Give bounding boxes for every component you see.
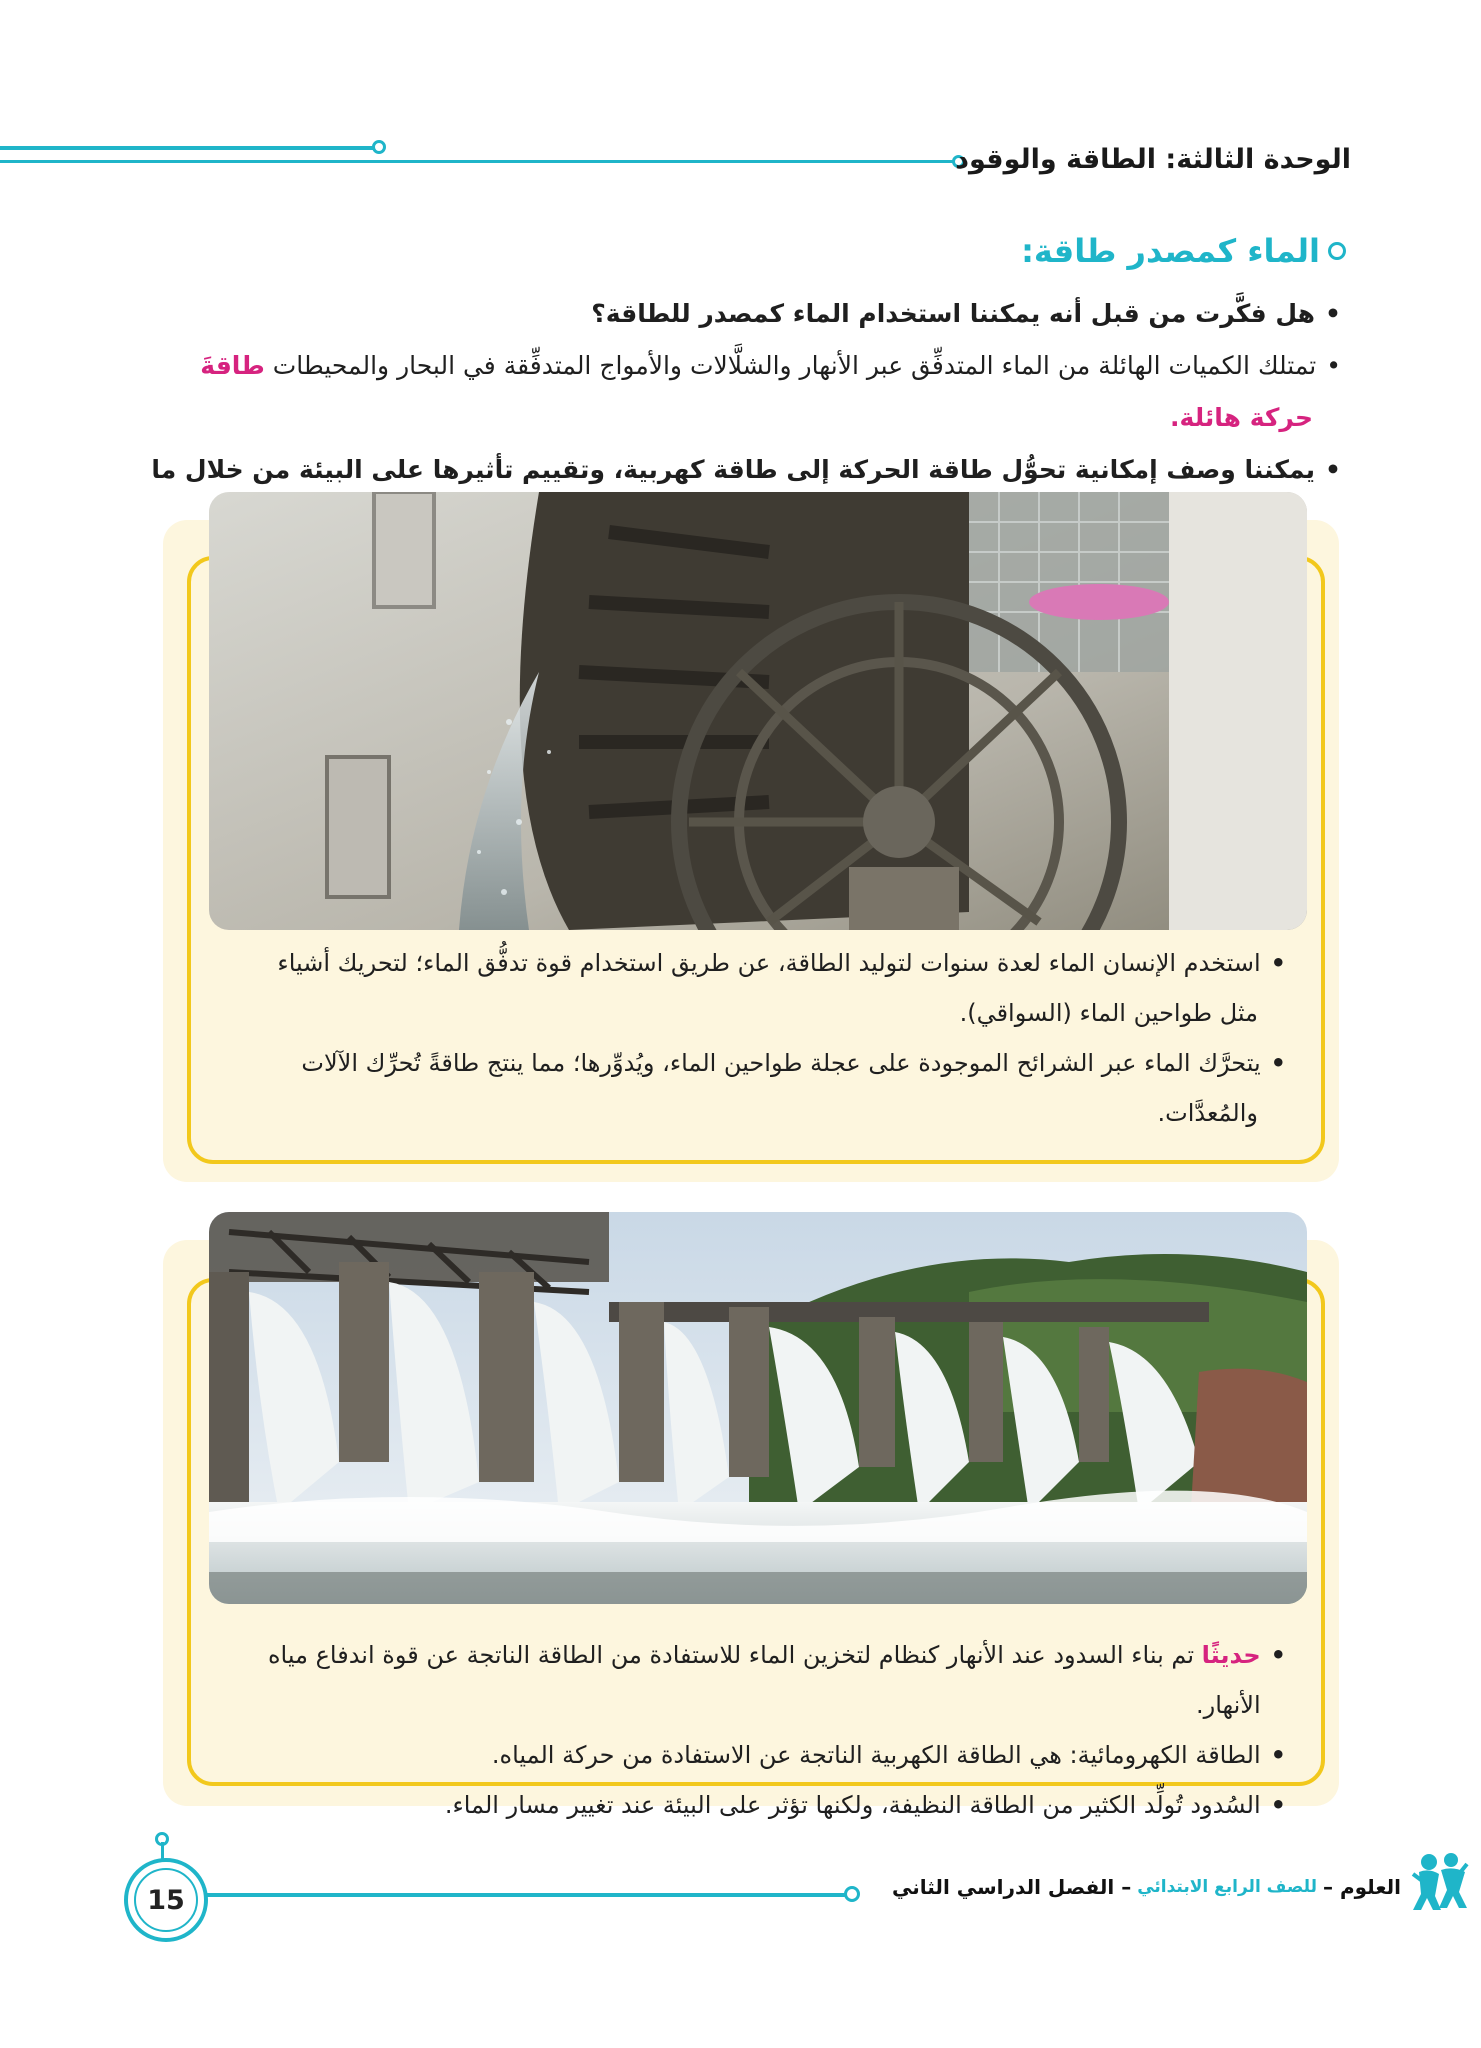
card2-text — [206, 1630, 1286, 1830]
list-item-text: يتحرَّك الماء عبر الشرائح الموجودة على عجلة طواحين الماء، ويُدوِّرها؛ مما ينتج طاقةً تُحرِّك الآلات — [301, 1049, 1261, 1077]
bullet: • — [1270, 1641, 1286, 1669]
footer-rule — [200, 1893, 850, 1897]
page-number-badge — [124, 1858, 208, 1942]
card1-text — [226, 938, 1286, 1138]
dam-image — [209, 1212, 1307, 1604]
circle-bullet-icon — [1328, 242, 1346, 260]
list-item-text: استخدم الإنسان الماء لعدة سنوات لتوليد الطاقة، عن طريق استخدام قوة تدفُّق الماء؛ لتحريك أشياء — [277, 949, 1261, 977]
list-item-text: والمُعدَّات. — [1157, 1099, 1258, 1127]
footer-rule-knob — [844, 1886, 860, 1902]
list-item-text: السُدود تُولِّد الكثير من الطاقة النظيفة، ولكنها تؤثر على البيئة عند تغيير مسار الماء. — [444, 1791, 1261, 1819]
footer-grade: للصف الرابع الابتدائي — [1137, 1877, 1318, 1897]
bullet: • — [1270, 1049, 1286, 1077]
list-item-continued — [226, 1088, 1286, 1138]
water-wheel-photo — [209, 492, 1307, 930]
page-number: 15 — [134, 1868, 198, 1932]
list-item-text: الطاقة الكهرومائية: هي الطاقة الكهربية الناتجة عن الاستفادة من حركة المياه. — [491, 1741, 1261, 1769]
paragraph-text: تمتلك الكميات الهائلة من الماء المتدفِّق عبر الأنهار والشلَّالات والأمواج المتدفِّقة في البحار والمحيطات طاقةَ — [200, 351, 1317, 380]
unit-title: الوحدة الثالثة: الطاقة والوقود — [955, 144, 1351, 175]
footer-subject: العلوم – — [1323, 1875, 1401, 1899]
list-item — [206, 1630, 1286, 1730]
dam-photo — [209, 1212, 1307, 1604]
highlight-term: حركة هائلة. — [1170, 403, 1313, 432]
bullet: • — [1326, 351, 1341, 380]
section-heading — [1021, 232, 1346, 270]
section-title: الماء كمصدر طاقة: — [1021, 232, 1320, 270]
bullet: • — [1270, 949, 1286, 977]
header-rule-knob — [372, 140, 386, 154]
highlight-term: طاقةَ — [200, 351, 265, 380]
intro-paragraph-continued — [141, 392, 1341, 444]
bullet: • — [1325, 299, 1341, 328]
list-item — [206, 1730, 1286, 1780]
list-item — [226, 938, 1286, 988]
bullet: • — [1270, 1791, 1286, 1819]
header-rule — [0, 160, 955, 163]
lead-in-text: يمكننا وصف إمكانية تحوُّل طاقة الحركة إلى طاقة كهربية، وتقييم تأثيرها على البيئة من خلال ما — [151, 455, 1316, 484]
bullet: • — [1270, 1741, 1286, 1769]
highlight-term: حديثًا — [1201, 1641, 1261, 1669]
kids-logo-icon — [1411, 1850, 1469, 1912]
intro-paragraph — [141, 340, 1341, 392]
bullet: • — [1325, 455, 1341, 484]
footer-caption — [892, 1875, 1401, 1899]
question-text: هل فكَّرت من قبل أنه يمكننا استخدام الماء كمصدر للطاقة؟ — [591, 299, 1316, 328]
intro-question — [141, 288, 1341, 340]
footer-term: – الفصل الدراسي الثاني — [892, 1875, 1132, 1899]
list-item — [206, 1780, 1286, 1830]
list-item-continued — [226, 988, 1286, 1038]
water-wheel-image — [209, 492, 1307, 930]
header-rule-top — [0, 146, 380, 150]
list-item-text: حديثًا تم بناء السدود عند الأنهار كنظام لتخزين الماء للاستفادة من الطاقة الناتجة عن قوة اندفاع مياه الأنهار. — [267, 1641, 1261, 1719]
list-item-text: مثل طواحين الماء (السواقي). — [959, 999, 1258, 1027]
list-item — [226, 1038, 1286, 1088]
